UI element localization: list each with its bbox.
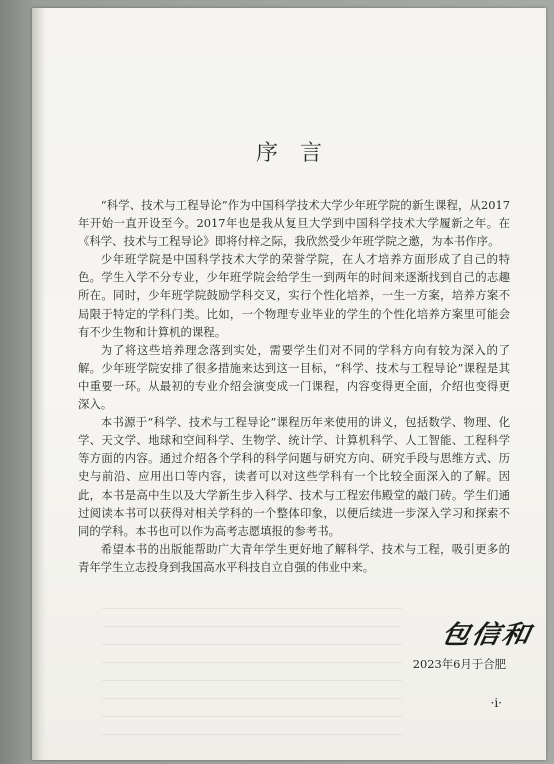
preface-paragraph-1: “科学、技术与工程导论”作为中国科学技术大学少年班学院的新生课程，从2017年开始一直开设至今。2017年也是我从复旦大学到中国科学技术大学履新之年。在《科学、技术与工程导论》即将付梓之际，我欣然受少年班学院之邀，为本书作序。: [78, 198, 510, 249]
book-page: [32, 8, 546, 760]
signature-text: 包信和: [439, 619, 535, 650]
show-through-texture: [102, 608, 402, 738]
preface-paragraph-5: 希望本书的出版能帮助广大青年学生更好地了解科学、技术与工程，吸引更多的青年学生立志投身到我国高水平科技自立自强的伟业中来。: [78, 541, 510, 574]
handwritten-signature: [439, 613, 535, 653]
preface-paragraph-3: 为了将这些培养理念落到实处，需要学生们对不同的学科方向有较为深入的了解。少年班学院安排了很多措施来达到这一目标，“科学、技术与工程导论”课程是其中重要一环。从最初的专业介绍会演变成一门课程，内容变得更全面，介绍也变得更深入。: [78, 342, 510, 412]
preface-paragraph-4: 本书源于“科学、技术与工程导论”课程历年来使用的讲义，包括数学、物理、化学、天文学、地球和空间科学、生物学、统计学、计算机科学、人工智能、工程科学等方面的内容。通过介绍各个学科的科学问题与研究方向、研究手段与思维方式、历史与前沿、应用出口等内容，读者可以对这些学科有一个比较全面深入的了解。因此，本书是高中生以及大学新生步入科学、技术与工程宏伟殿堂的敲门砖。学生们通过阅读本书可以获得对相关学科的一个整体印象，以便后续进一步深入学习和探索不同的学科。本书也可以作为高考志愿填报的参考书。: [78, 415, 510, 538]
preface-body: [78, 196, 510, 576]
signing-date: 2023年6月于合肥: [412, 657, 506, 671]
page-spine-shadow: [32, 8, 46, 760]
page-number: ·i·: [490, 696, 502, 710]
preface-paragraph-2: 少年班学院是中国科学技术大学的荣誉学院，在人才培养方面形成了自己的特色。学生入学不分专业，少年班学院会给学生一到两年的时间来逐渐找到自己的志趣所在。同时，少年班学院鼓励学科交叉，实行个性化培养，一生一方案，培养方案不局限于特定的学科门类。比如，一个物理专业毕业的学生的个性化培养方案里可能会有不少生物和计算机的课程。: [78, 252, 510, 339]
preface-title: 序言: [255, 141, 344, 166]
